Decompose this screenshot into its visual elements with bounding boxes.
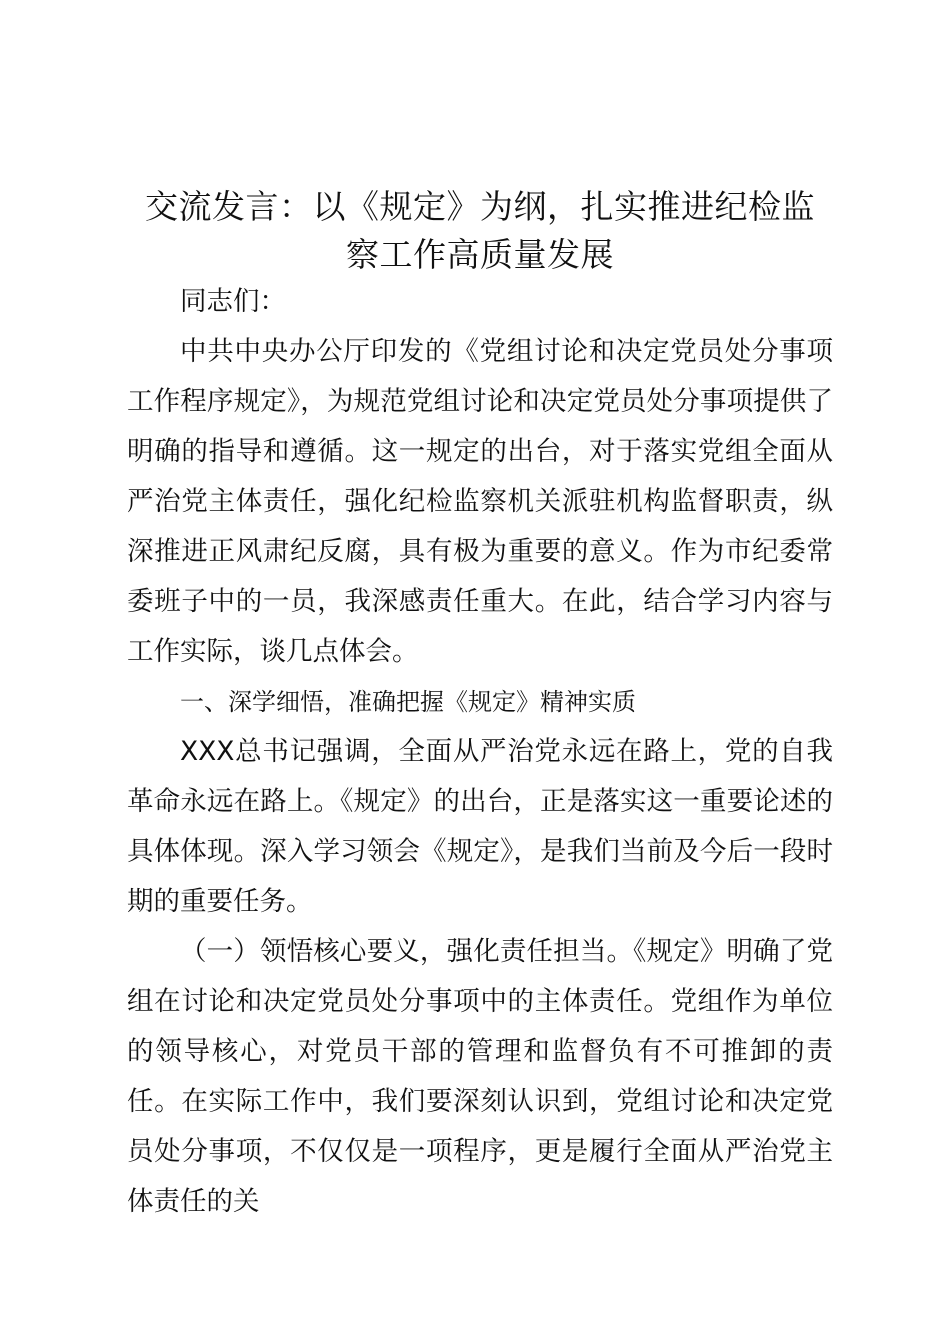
title-line-1: 交流发言：以《规定》为纲，扎实推进纪检监 <box>145 187 815 226</box>
title-line-2: 察工作高质量发展 <box>346 235 614 274</box>
document-title <box>127 183 833 279</box>
greeting: 同志们： <box>180 286 286 317</box>
section1-paragraph-2: （一）领悟核心要义，强化责任担当。《规定》明确了党组在讨论和决定党员处分事项中的主体责任。党组作为单位的领导核心，对党员干部的管理和监督负有不可推卸的责任。在实际工作中，我们要深刻认识到，党组讨论和决定党员处分事项，不仅仅是一项程序，更是履行全面从严治党主体责任的关 <box>127 936 833 1217</box>
section1-paragraph-1: XXX总书记强调，全面从严治党永远在路上，党的自我革命永远在路上。《规定》的出台，正是落实这一重要论述的具体体现。深入学习领会《规定》，是我们当前及今后一段时期的重要任务。 <box>127 736 833 917</box>
document-body <box>127 183 833 1227</box>
section-heading-1: 一、深学细悟，准确把握《规定》精神实质 <box>180 688 636 716</box>
intro-paragraph: 中共中央办公厅印发的《党组讨论和决定党员处分事项工作程序规定》，为规范党组讨论和决定党员处分事项提供了明确的指导和遵循。这一规定的出台，对于落实党组全面从严治党主体责任，强化纪检监察机关派驻机构监督职责，纵深推进正风肃纪反腐，具有极为重要的意义。作为市纪委常委班子中的一员，我深感责任重大。在此，结合学习内容与工作实际，谈几点体会。 <box>127 336 833 667</box>
